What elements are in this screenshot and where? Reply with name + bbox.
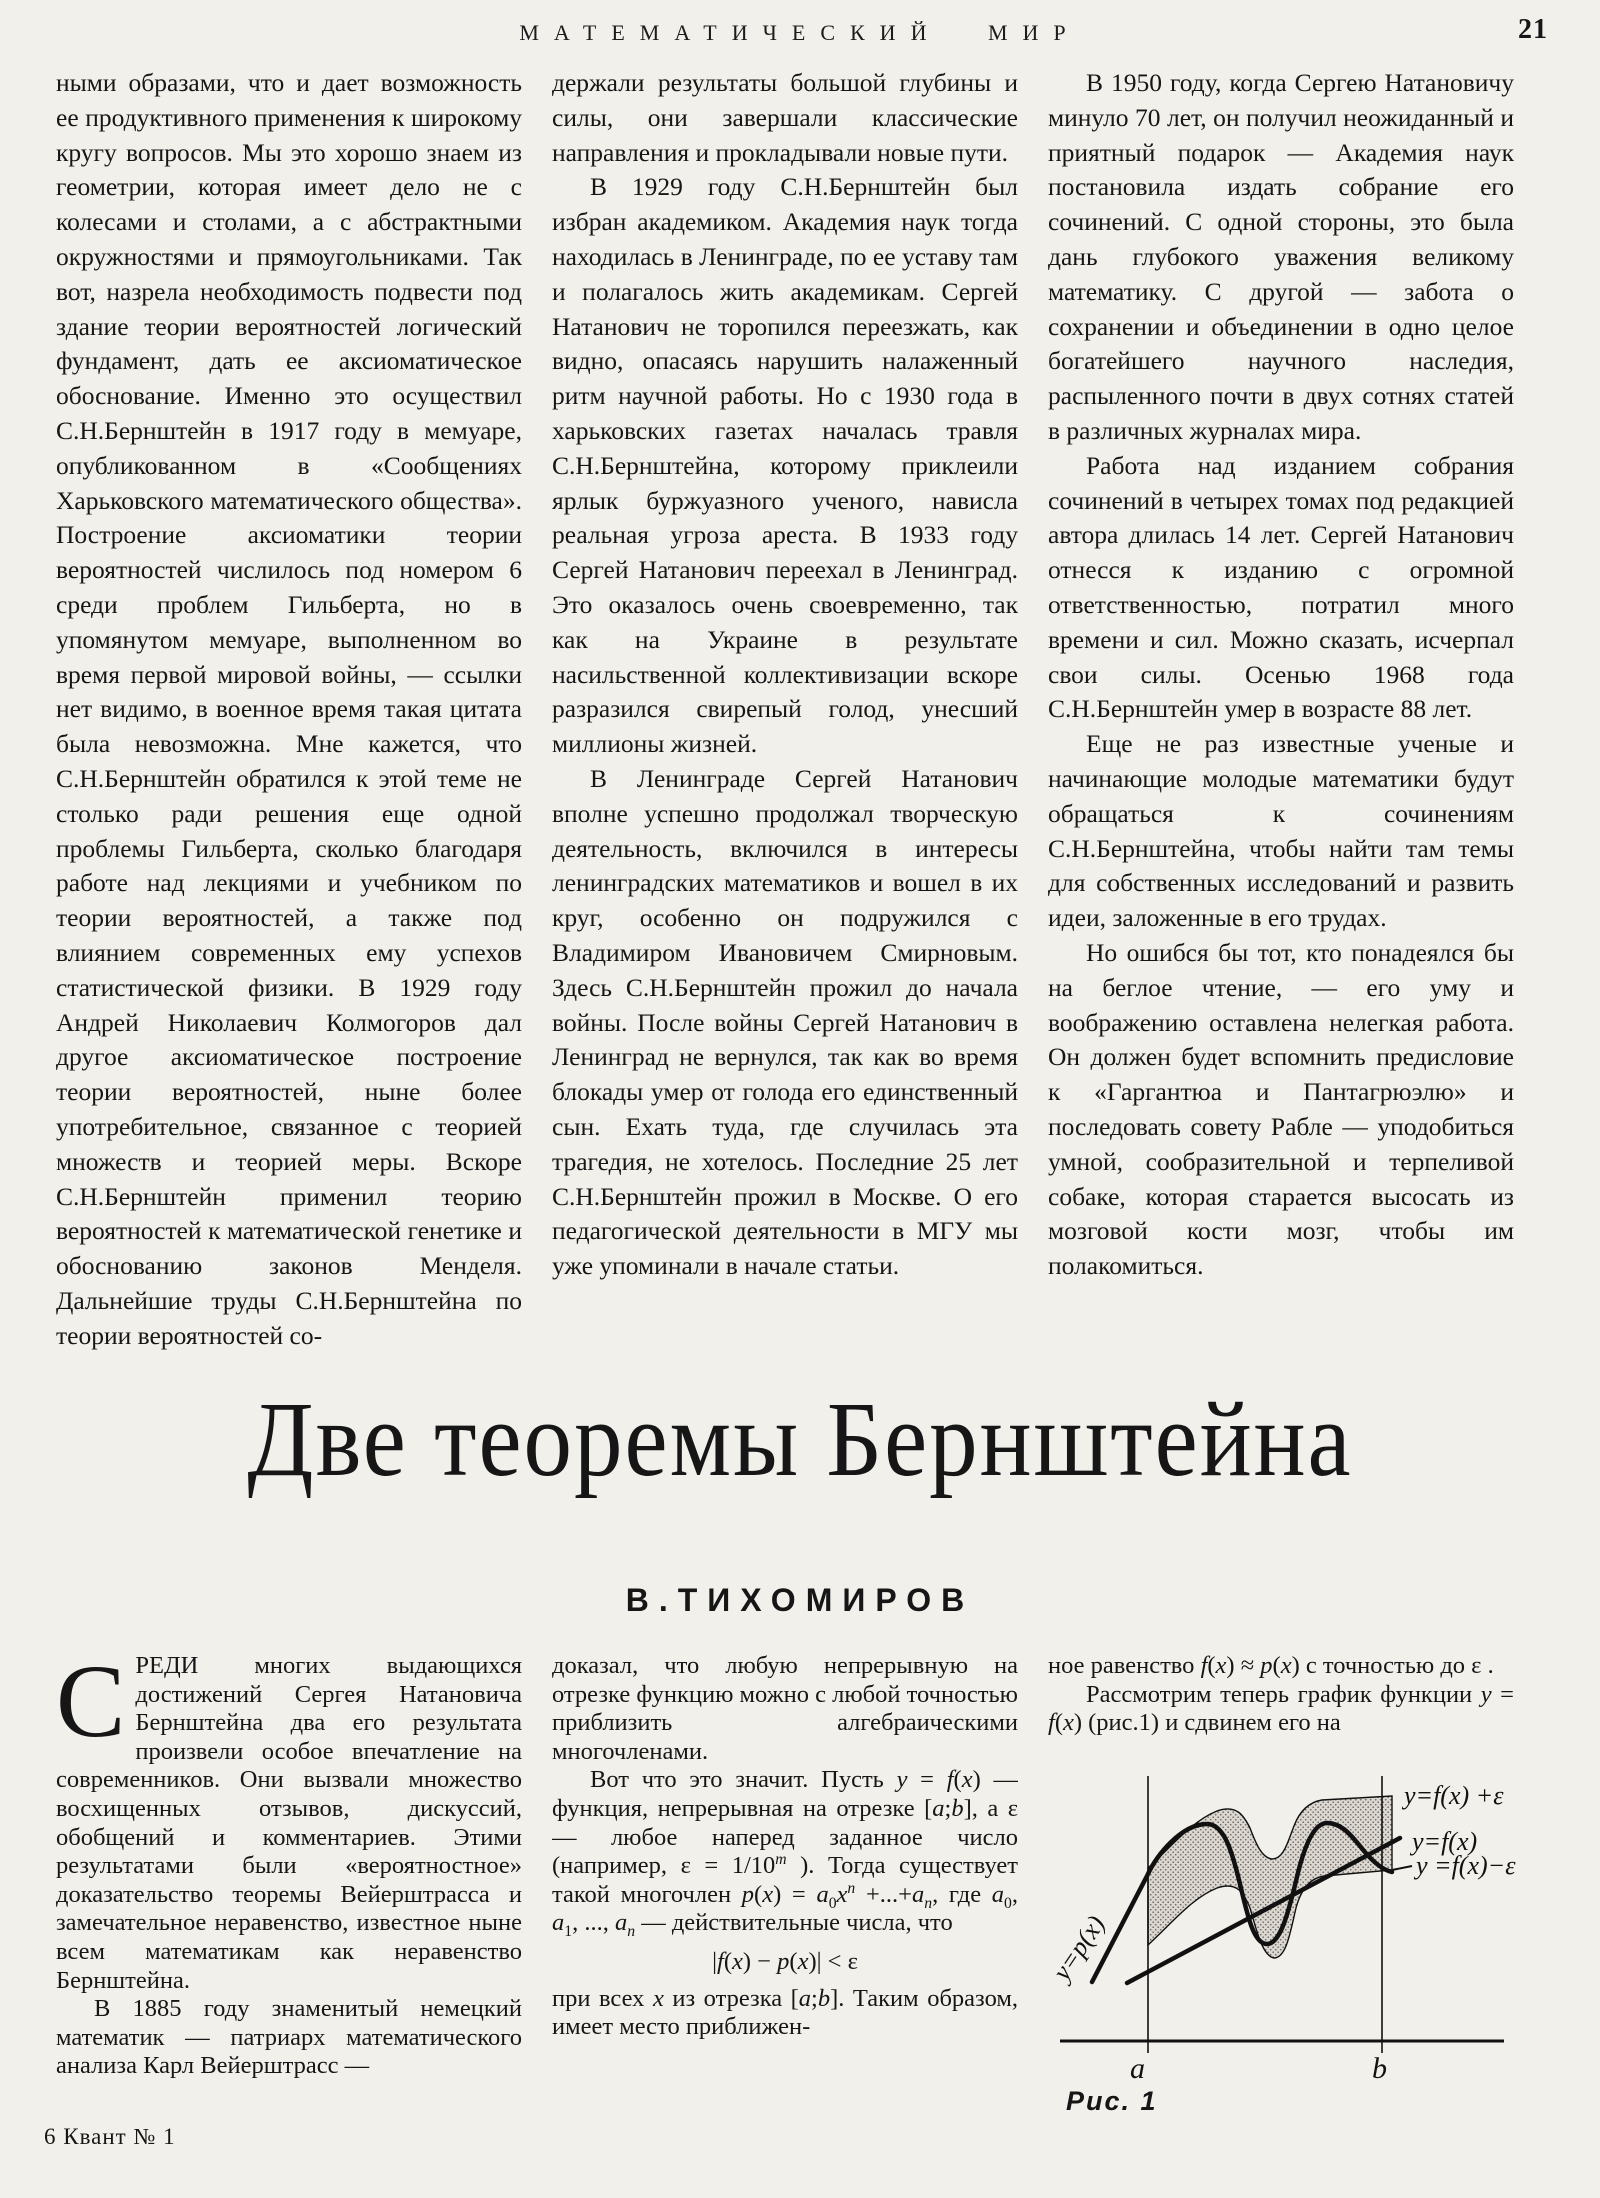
paragraph: ными образами, что и дает возможность ее продуктивного применения к широкому кругу вопросов. Мы это хорошо знаем из геометрии, которая имеет дело не с колесами и столами, а с абстрактными окружностями и прямоугольниками. Так вот, назрела необходимость подвести под здание теории вероятностей логический фундамент, дать ее аксиоматическое обоснование. Именно это осуществил С.Н.Бернштейн в 1917 году в мемуаре, опубликованном в «Сообщениях Харьковского математического общества». Построение аксиоматики теории вероятностей числилось под номером 6 среди проблем Гильберта, но в упомянутом мемуаре, выполненном во время первой мировой войны, — ссылки нет видимо, в военное время такая цитата была невозможна. Мне кажется, что С.Н.Бернштейн обратился к этой теме не столько ради решения еще одной проблемы Гильберта, сколько благодаря работе над лекциями и учебником по теории вероятностей, а также под влиянием современных ему успехов статистической физики. В 1929 году Андрей Николаевич Колмогоров дал другое аксиоматическое построение теории вероятностей, ныне более употребительное, связанное с теорией множеств и теорией меры. Вскоре С.Н.Бернштейн применил теорию вероятностей к математической генетике и обоснованию законов Менделя. Дальнейшие труды С.Н.Бернштейна по теории вероятностей со- bbox=[56, 68, 522, 1350]
paragraph: В 1885 году знаменитый немецкий математик — патриарх математического анализа Карл Вейерштрасс — bbox=[56, 1995, 522, 2080]
paragraph: ное равенство f(x) ≈ p(x) с точностью до ε . bbox=[1048, 1652, 1494, 1679]
intro-column-1 bbox=[56, 66, 522, 1374]
intro-section bbox=[56, 66, 1534, 1374]
formula: |f(x) − p(x)| < ε bbox=[712, 1947, 858, 1975]
page-footer: 6 Квант № 1 bbox=[44, 2124, 176, 2149]
page-number: 21 bbox=[1518, 14, 1548, 45]
article-title: Две теоремы Бернштейна bbox=[247, 1380, 1353, 1498]
paragraph: Рассмотрим теперь график функции y = f(x) (рис.1) и сдвинем его на bbox=[1048, 1680, 1514, 1737]
paragraph: В 1929 году С.Н.Бернштейн был избран академиком. Академия наук тогда находилась в Ленинграде, по ее уставу там и полагалось жить академикам. Сергей Натанович не торопился переезжать, как видно, опасаясь нарушить налаженный ритм научной работы. Но с 1930 года в харьковских газетах началась травля С.Н.Бернштейна, которому приклеили ярлык буржуазного ученого, нависла реальная угроза ареста. В 1933 году Сергей Натанович переехал в Ленинград. Это оказалось очень своевременно, так как на Украине в результате насильственной коллективизации вскоре разразился свирепый голод, унесший миллионы жизней. bbox=[552, 172, 1018, 759]
label-f-minus-eps: y =f(x)−ε bbox=[1416, 1851, 1516, 1880]
paragraph: В Ленинграде Сергей Натанович вполне успешно продолжал творческую деятельность, включился в интересы ленинградских математиков и вошел в их круг, особенно он подружился с Владимиром Ивановичем Смирновым. Здесь С.Н.Бернштейн прожил до начала войны. После войны Сергей Натанович в Ленинград не вернулся, так как во время блокады умер от голода его единственный сын. Ехать туда, где случилась эта трагедия, не хотелось. Последние 25 лет С.Н.Бернштейн прожил в Москве. О его педагогической деятельности в МГУ мы уже упоминали в начале статьи. bbox=[552, 763, 1018, 1281]
paragraph: СРЕДИ многих выдающихся достижений Сергея Натановича Бернштейна два его результата произвели особое впечатление на современников. Они вызвали множество восхищенных отзывов, дискуссий, обобщений и комментариев. Этими результатами были «вероятностное» доказательство теоремы Вейерштрасса и замечательное неравенство, известное ныне всем математикам как неравенство Бернштейна. bbox=[56, 1652, 522, 1994]
paragraph: держали результаты большой глубины и силы, они завершали классические направления и прокладывали новые пути. bbox=[552, 68, 1018, 167]
section-header: МАТЕМАТИЧЕСКИЙ МИР bbox=[519, 20, 1081, 45]
paragraph: Еще не раз известные ученые и начинающие молодые математики будут обращаться к сочинениям С.Н.Бернштейна, чтобы найти там темы для собственных исследований и развить идеи, заложенные в его трудах. bbox=[1048, 729, 1514, 933]
epsilon-band bbox=[1148, 1796, 1392, 1958]
paragraph: доказал, что любую непрерывную на отрезке функцию можно с любой точностью приблизить алгебраическими многочленами. bbox=[552, 1652, 1018, 1765]
intro-column-2 bbox=[552, 66, 1018, 1374]
intro-column-3 bbox=[1048, 66, 1514, 1374]
article-column-1 bbox=[56, 1652, 522, 2104]
figure-1 bbox=[1052, 1766, 1600, 2088]
tick-label-b: b bbox=[1372, 2052, 1387, 2085]
minus-eps-pointer bbox=[1392, 1866, 1412, 1870]
label-f-plus-eps: y=f(x) +ε bbox=[1404, 1781, 1504, 1810]
paragraph: Работа над изданием собрания сочинений в четырех томах под редакцией автора длилась 14 лет. Сергей Натанович отнесся к изданию с огромной ответственностью, потратил много времени и сил. Можно сказать, исчерпал свои силы. Осенью 1968 года С.Н.Бернштейн умер в возрасте 88 лет. bbox=[1048, 450, 1514, 724]
dropcap: С bbox=[56, 1652, 126, 1759]
label-p: y=p(x) bbox=[1052, 1910, 1111, 1986]
paragraph: В 1950 году, когда Сергею Натановичу минуло 70 лет, он получил неожиданный и приятный подарок — Академия наук постановила издать собрание его сочинений. С одной стороны, это была дань глубокого уважения великому математику. С другой — забота о сохранении и объединении в одно целое богатейшего научного наследия, распыленного почти в двух сотнях статей в различных журналах мира. bbox=[1048, 68, 1514, 445]
paragraph: Вот что это значит. Пусть y = f(x) — функция, непрерывная на отрезке [a;b], а ε — любое наперед заданное число (например, $\varepsilon = 1/10^m$ ). Тогда существует такой многочлен $p(x) = a_0x^n +...+a_n$, где $a_0$, $a_1$, ..., $a_n$ — действительные числа, что bbox=[552, 1766, 1018, 1941]
figure-caption: Рис. 1 bbox=[1066, 2086, 1158, 2116]
paragraph: Но ошибся бы тот, кто понадеялся бы на беглое чтение, — его уму и воображению оставлена нелегкая работа. Он должен будет вспомнить предисловие к «Гаргантюа и Пантагрюэлю» и последовать совету Рабле — уподобиться умной, сообразительной и терпеливой собаке, которая старается высосать из мозговой кости мозг, чтобы им полакомиться. bbox=[1048, 937, 1514, 1281]
tick-label-a: a bbox=[1130, 2052, 1145, 2085]
figure-1-plot bbox=[1052, 1766, 1600, 2088]
label-f: y=f(x) bbox=[1412, 1827, 1478, 1856]
article-author: В.ТИХОМИРОВ bbox=[625, 1582, 975, 1618]
article-column-2 bbox=[552, 1652, 1018, 2104]
paragraph: при всех x из отрезка [a;b]. Таким образом, имеет место приближен- bbox=[552, 1984, 1018, 2041]
